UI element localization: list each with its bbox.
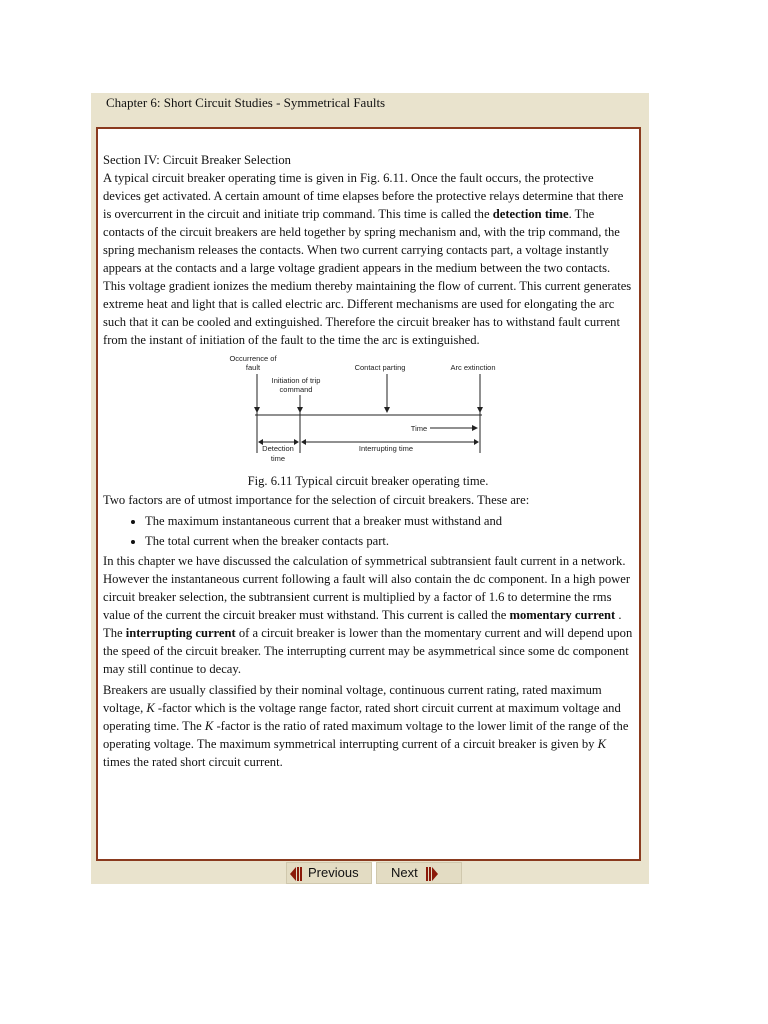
text-run: . The	[103, 608, 622, 640]
paragraph-factors: Two factors are of utmost importance for the selection of circuit breakers. These are:	[103, 493, 530, 507]
section-title: Section IV: Circuit Breaker Selection	[103, 153, 291, 167]
text-run: -factor is the ratio of rated maximum voltage to the lower limit of the range of the operating voltage. The maximum symmetrical interrupting current of a circuit breaker is given by	[103, 719, 629, 751]
figure-operating-time	[103, 352, 633, 472]
text-run: A typical circuit breaker operating time is given in Fig. 6.11. Once the fault occurs, the protective devices get activated. A certain amount of time elapses before the protective relays determine that there is overcurrent in the circuit and initiate trip command. This time is called the	[103, 171, 624, 221]
text-run: -factor which is the voltage range factor, rated short circuit current at maximum voltage and operating time. The	[103, 701, 621, 733]
figure-caption: Fig. 6.11 Typical circuit breaker operating time.	[247, 474, 489, 488]
label-detection-2: time	[270, 454, 286, 463]
text-run: of a circuit breaker is lower than the momentary current and will depend upon the speed of the circuit breaker. The interrupting current may be asymmetrical since some dc component may still continue to decay.	[103, 626, 633, 676]
chapter-header	[91, 93, 649, 114]
text-run: In this chapter we have discussed the calculation of symmetrical subtransient fault current in a network. However the instantaneous current following a fault will also contain the dc component. In a high power circuit breaker selection, the subtransient current is multiplied by a factor of 1.6 to determine the rms value of the current the circuit breaker must withstand. This current is called the	[103, 554, 631, 622]
previous-button[interactable]	[286, 862, 372, 884]
next-button[interactable]	[376, 862, 462, 884]
text-run: Breakers are usually classified by their nominal voltage, continuous current rating, rated maximum voltage,	[103, 683, 602, 715]
chapter-title: Chapter 6: Short Circuit Studies - Symmetrical Faults	[106, 95, 386, 110]
term-interrupting-current: interrupting current	[125, 626, 236, 640]
symbol-k: K	[146, 701, 155, 715]
content-box	[96, 127, 641, 861]
term-momentary-current: momentary current	[509, 608, 616, 622]
next-label: Next	[391, 865, 418, 880]
page-navigation	[286, 862, 462, 884]
text-run: . The contacts of the circuit breakers are held together by spring mechanism and, with the trip command, the spring mechanism releases the contacts. When two current carrying contacts part, a voltage instantly appears at the contacts and a large voltage gradient appears in the medium between the two contacts. This voltage gradient ionizes the medium thereby maintaining the flow of current. This current generates extreme heat and light that is called electric arc. Different mechanisms are used for elongating the arc such that it can be cooled and extinguished. Therefore the circuit breaker has to withstand fault current from the instant of initiation of the fault to the time the arc is extinguished.	[103, 207, 632, 347]
paragraph-classification	[103, 681, 633, 771]
label-initiation-2: command	[279, 385, 313, 394]
label-interrupting-time: Interrupting time	[358, 444, 414, 453]
symbol-k: K	[597, 737, 607, 751]
label-time: Time	[410, 424, 428, 433]
label-initiation-1: Initiation of trip	[271, 376, 321, 385]
term-detection-time: detection time	[492, 207, 569, 221]
paragraph-momentary	[103, 552, 633, 678]
previous-arrow-icon	[289, 866, 305, 882]
previous-label: Previous	[308, 865, 359, 880]
label-occurrence-1: Occurrence of	[229, 354, 277, 363]
factor-list	[103, 512, 633, 550]
label-occurrence-2: fault	[245, 363, 261, 372]
label-detection-1: Detection	[262, 444, 294, 453]
list-item: • The total current when the breaker contacts part.	[145, 532, 633, 550]
section-body	[103, 151, 633, 774]
timing-diagram	[103, 352, 633, 472]
paragraph-intro	[103, 169, 633, 349]
page-frame	[91, 93, 649, 884]
next-arrow-icon	[423, 866, 439, 882]
list-item: • The maximum instantaneous current that a breaker must withstand and	[145, 512, 633, 530]
label-arc-extinction: Arc extinction	[450, 363, 496, 372]
text-run: times the rated short circuit current.	[103, 755, 283, 769]
symbol-k: K	[204, 719, 214, 733]
label-contact-parting: Contact parting	[354, 363, 406, 372]
